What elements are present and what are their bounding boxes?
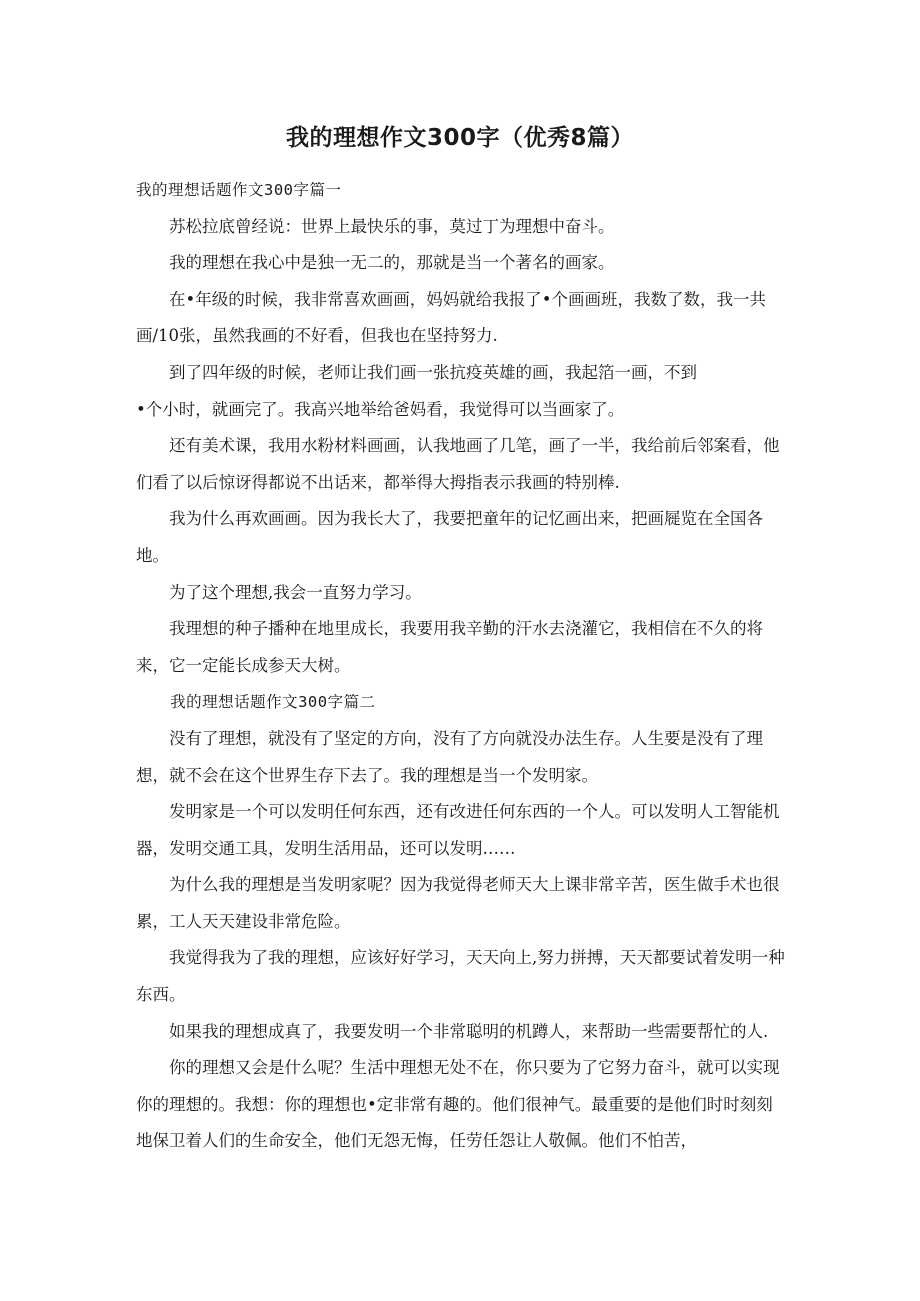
paragraph: 在•年级的时候，我非常喜欢画画，妈妈就给我报了•个画画班，我数了数，我一共画/10张，虽然我画的不好看，但我也在坚持努力.	[136, 289, 766, 346]
section-heading-1: 我的理想话题作文300字篇一	[136, 181, 342, 199]
document-title: 我的理想作文300字（优秀8篇）	[285, 125, 634, 151]
paragraph: 没有了理想，就没有了坚定的方向，没有了方向就没办法生存。人生要是没有了理想，就不会在这个世界生存下去了。我的理想是当一个发明家。	[136, 728, 763, 785]
paragraph: 我觉得我为了我的理想，应该好好学习，天天向上,努力拼搏，天天都要试着发明一种东西。	[136, 948, 785, 1005]
paragraph: 苏松拉底曾经说：世界上最快乐的事，莫过丁为理想中奋斗。	[169, 216, 615, 236]
document-body	[136, 172, 786, 1160]
paragraph: •个小时，就画完了。我高兴地举给爸妈看，我觉得可以当画家了。	[136, 399, 625, 419]
paragraph: 我的理想在我心中是独一无二的，那就是当一个著名的画家。	[169, 253, 615, 273]
paragraph: 到了四年级的时候，老师让我们画一张抗疫英雄的画，我起箔一画，不到	[169, 362, 697, 382]
paragraph: 为了这个理想,我会一直努力学习。	[169, 582, 422, 602]
paragraph: 发明家是一个可以发明任何东西，还有改进任何东西的一个人。可以发明人工智能机器，发明交通工具，发明生活用品，还可以发明……	[136, 802, 780, 858]
paragraph: 如果我的理想成真了，我要发明一个非常聪明的机蹲人，来帮助一些需要帮忙的人.	[169, 1021, 769, 1041]
paragraph: 我为什么再欢画画。因为我长大了，我要把童年的记忆画出来，把画屣览在全国各地。	[136, 509, 763, 565]
paragraph: 还有美术课，我用水粉材料画画，认我地画了几笔，画了一半，我给前后邻案看，他们看了以后惊讶得都说不出话来，都举得大拇指表示我画的特别棒.	[136, 436, 780, 492]
section-heading-2: 我的理想话题作文300字篇二	[170, 693, 376, 712]
paragraph: 我理想的种子播种在地里成长，我要用我辛勤的汗水去浇灌它，我相信在不久的将来，它一定能长成参天大树。	[136, 619, 763, 675]
paragraph: 为什么我的理想是当发明家呢？因为我觉得老师天大上课非常辛苦，医生做手术也很累，工人天天建设非常危险。	[136, 875, 780, 931]
paragraph: 你的理想又会是什么呢？生活中理想无处不在，你只要为了它努力奋斗，就可以实现你的理想的。我想：你的理想也•定非常有趣的。他们很神气。最重要的是他们时时刻刻地保卫着人们的生命安全，他们无怨无悔，任劳任怨让人敬佩。他们不怕苦，	[136, 1058, 780, 1151]
